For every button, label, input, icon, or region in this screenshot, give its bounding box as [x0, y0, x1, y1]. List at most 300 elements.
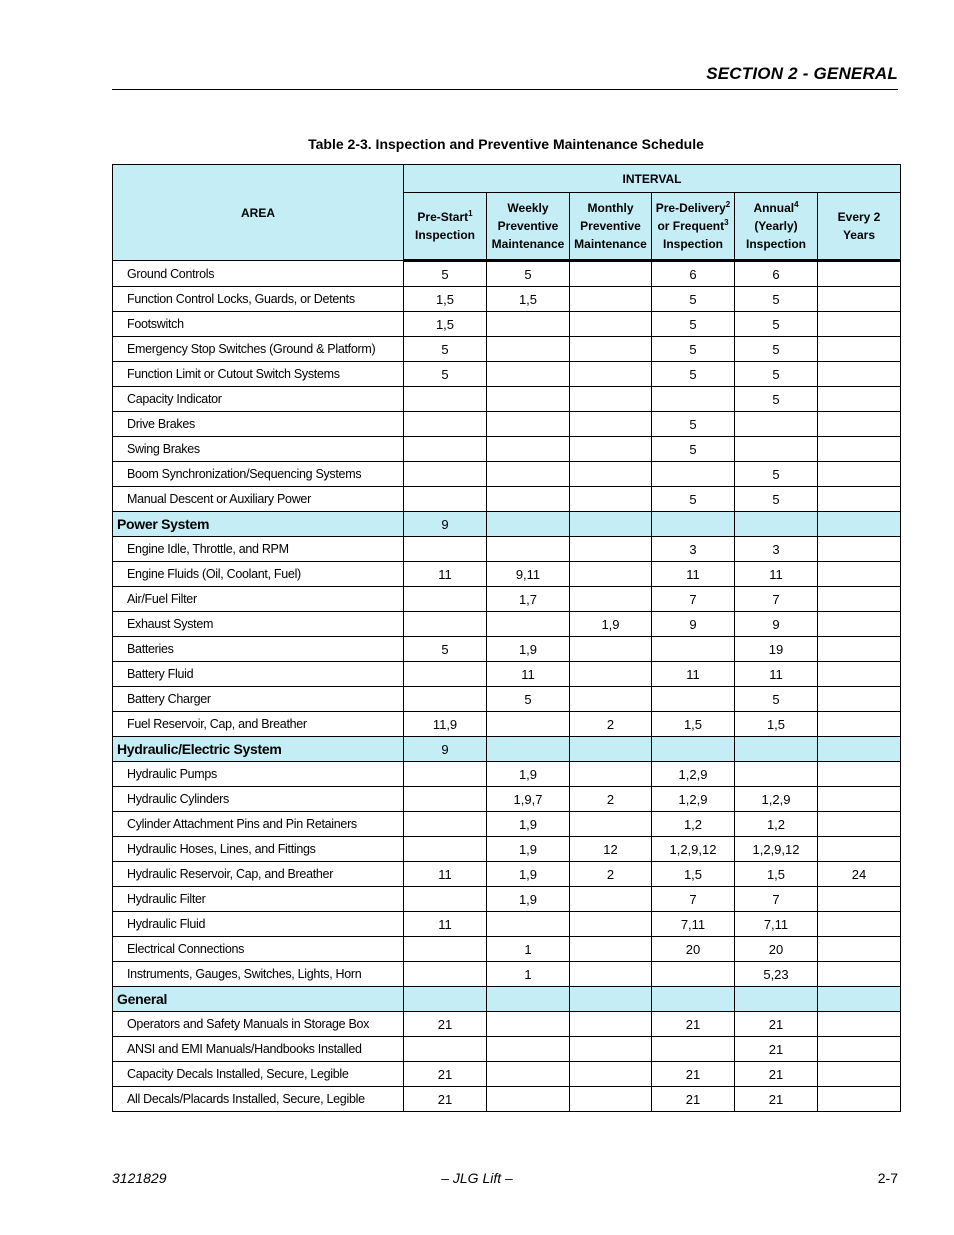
interval-cell	[487, 337, 570, 362]
column-header	[570, 193, 652, 261]
interval-cell	[570, 462, 652, 487]
interval-cell: 2	[570, 787, 652, 812]
interval-cell: 1,2,9	[652, 762, 735, 787]
interval-cell	[570, 512, 652, 537]
interval-cell: 1,2,9	[735, 787, 818, 812]
column-header-text: (Yearly)	[754, 219, 798, 233]
column-header-line	[487, 235, 569, 253]
interval-cell: 1,5	[652, 862, 735, 887]
interval-cell: 9	[404, 737, 487, 762]
table-row	[113, 337, 901, 362]
area-cell: Swing Brakes	[113, 437, 404, 462]
interval-cell: 21	[652, 1062, 735, 1087]
interval-cell	[735, 437, 818, 462]
header-rule	[112, 89, 898, 90]
interval-cell	[818, 687, 901, 712]
interval-cell	[735, 512, 818, 537]
section-title: SECTION 2 - GENERAL	[706, 64, 898, 83]
table-row	[113, 962, 901, 987]
interval-cell: 1,2,9	[652, 787, 735, 812]
area-cell: Battery Fluid	[113, 662, 404, 687]
column-header-text: Monthly	[587, 201, 634, 215]
interval-cell	[570, 937, 652, 962]
category-row	[113, 987, 901, 1012]
table-row	[113, 362, 901, 387]
interval-cell	[570, 1037, 652, 1062]
interval-cell	[818, 987, 901, 1012]
category-row	[113, 737, 901, 762]
table-row	[113, 487, 901, 512]
interval-cell: 5	[404, 362, 487, 387]
interval-cell: 1,5	[487, 287, 570, 312]
interval-cell	[818, 512, 901, 537]
interval-cell: 1,2,9,12	[652, 837, 735, 862]
interval-cell	[818, 1012, 901, 1037]
page-number: 2-7	[877, 1170, 898, 1186]
interval-cell: 5	[735, 487, 818, 512]
interval-cell	[818, 261, 901, 287]
interval-cell	[818, 287, 901, 312]
interval-cell: 7,11	[652, 912, 735, 937]
interval-cell	[570, 812, 652, 837]
column-header-text: Preventive	[497, 219, 559, 233]
interval-cell	[818, 412, 901, 437]
footnote-marker: 1	[468, 209, 473, 218]
interval-cell	[652, 462, 735, 487]
interval-cell	[818, 812, 901, 837]
interval-cell: 5	[735, 362, 818, 387]
column-header-line	[404, 226, 486, 244]
interval-cell	[818, 1062, 901, 1087]
interval-cell: 21	[735, 1062, 818, 1087]
column-header-text: Maintenance	[574, 237, 647, 251]
area-cell: Emergency Stop Switches (Ground & Platform)	[113, 337, 404, 362]
interval-cell: 5	[404, 637, 487, 662]
area-header: AREA	[113, 165, 404, 261]
area-cell: All Decals/Placards Installed, Secure, Legible	[113, 1087, 404, 1112]
table-row	[113, 1087, 901, 1112]
area-cell: Function Limit or Cutout Switch Systems	[113, 362, 404, 387]
interval-cell	[818, 337, 901, 362]
column-header	[818, 193, 901, 261]
interval-cell	[818, 637, 901, 662]
interval-cell: 20	[652, 937, 735, 962]
interval-cell: 20	[735, 937, 818, 962]
interval-cell: 5,23	[735, 962, 818, 987]
interval-cell	[570, 312, 652, 337]
interval-cell: 11	[404, 862, 487, 887]
interval-cell	[570, 287, 652, 312]
interval-cell: 5	[404, 261, 487, 287]
interval-cell	[570, 487, 652, 512]
column-header-text: or Frequent	[657, 219, 725, 233]
table-row	[113, 1037, 901, 1062]
column-header-line	[735, 199, 817, 217]
column-header	[404, 193, 487, 261]
interval-cell	[487, 312, 570, 337]
interval-cell: 21	[735, 1087, 818, 1112]
area-cell: Exhaust System	[113, 612, 404, 637]
interval-cell: 1,2	[652, 812, 735, 837]
table-row	[113, 562, 901, 587]
interval-cell	[818, 362, 901, 387]
interval-cell	[818, 737, 901, 762]
footnote-marker: 4	[794, 200, 799, 209]
interval-cell	[818, 562, 901, 587]
interval-cell	[487, 362, 570, 387]
interval-cell	[487, 1012, 570, 1037]
interval-cell: 5	[652, 437, 735, 462]
interval-cell: 2	[570, 712, 652, 737]
area-cell: Air/Fuel Filter	[113, 587, 404, 612]
interval-cell	[652, 637, 735, 662]
interval-cell	[404, 1037, 487, 1062]
area-cell: Hydraulic Pumps	[113, 762, 404, 787]
interval-cell: 7	[652, 587, 735, 612]
interval-cell: 9	[404, 512, 487, 537]
interval-cell	[570, 1062, 652, 1087]
interval-cell	[570, 962, 652, 987]
interval-cell: 3	[735, 537, 818, 562]
interval-cell: 6	[735, 261, 818, 287]
interval-cell	[570, 687, 652, 712]
column-header-text: Inspection	[414, 228, 475, 242]
interval-cell	[652, 737, 735, 762]
interval-cell	[570, 762, 652, 787]
interval-cell: 1,9	[487, 762, 570, 787]
area-cell: Engine Fluids (Oil, Coolant, Fuel)	[113, 562, 404, 587]
area-cell: Boom Synchronization/Sequencing Systems	[113, 462, 404, 487]
interval-cell: 21	[404, 1012, 487, 1037]
column-header-text: Years	[842, 228, 876, 242]
interval-cell	[404, 387, 487, 412]
column-header-text: Weekly	[507, 201, 549, 215]
interval-cell: 7	[735, 587, 818, 612]
area-cell: Drive Brakes	[113, 412, 404, 437]
table-row	[113, 437, 901, 462]
table-row	[113, 762, 901, 787]
interval-cell	[404, 887, 487, 912]
interval-cell: 1,5	[735, 712, 818, 737]
table-row	[113, 837, 901, 862]
interval-cell	[652, 987, 735, 1012]
interval-cell: 5	[652, 362, 735, 387]
interval-cell	[570, 412, 652, 437]
interval-cell: 3	[652, 537, 735, 562]
interval-cell	[818, 762, 901, 787]
interval-cell	[404, 462, 487, 487]
category-row	[113, 512, 901, 537]
interval-cell	[487, 462, 570, 487]
interval-cell	[404, 662, 487, 687]
interval-cell: 1,9	[487, 887, 570, 912]
area-cell: Capacity Decals Installed, Secure, Legible	[113, 1062, 404, 1087]
interval-cell: 1,5	[735, 862, 818, 887]
interval-cell: 5	[735, 312, 818, 337]
table-row	[113, 1012, 901, 1037]
column-header	[735, 193, 818, 261]
interval-cell	[404, 412, 487, 437]
interval-cell: 11	[652, 662, 735, 687]
interval-cell: 7	[735, 887, 818, 912]
area-cell: Hydraulic Hoses, Lines, and Fittings	[113, 837, 404, 862]
interval-cell	[404, 812, 487, 837]
interval-cell	[570, 1012, 652, 1037]
interval-cell	[818, 587, 901, 612]
interval-cell: 1,7	[487, 587, 570, 612]
column-header-line	[652, 217, 734, 235]
interval-cell	[404, 962, 487, 987]
area-cell: Hydraulic Fluid	[113, 912, 404, 937]
column-header-line	[487, 217, 569, 235]
interval-cell	[487, 612, 570, 637]
interval-cell	[818, 612, 901, 637]
interval-cell: 5	[487, 687, 570, 712]
table-row	[113, 937, 901, 962]
table-row	[113, 1062, 901, 1087]
interval-cell: 1,5	[404, 287, 487, 312]
interval-cell: 21	[404, 1062, 487, 1087]
interval-cell: 1,9,7	[487, 787, 570, 812]
interval-cell	[404, 612, 487, 637]
interval-cell	[487, 712, 570, 737]
interval-cell	[652, 1037, 735, 1062]
interval-cell	[570, 637, 652, 662]
interval-cell: 21	[652, 1087, 735, 1112]
interval-cell	[570, 1087, 652, 1112]
table-row	[113, 537, 901, 562]
interval-cell: 12	[570, 837, 652, 862]
interval-cell	[818, 937, 901, 962]
interval-cell: 1,9	[570, 612, 652, 637]
interval-cell	[818, 387, 901, 412]
interval-cell: 1,9	[487, 862, 570, 887]
interval-cell	[570, 587, 652, 612]
interval-cell	[818, 1087, 901, 1112]
interval-cell	[487, 512, 570, 537]
interval-cell: 11	[735, 662, 818, 687]
column-header-text: Maintenance	[491, 237, 565, 251]
interval-cell	[487, 1087, 570, 1112]
interval-cell	[735, 987, 818, 1012]
interval-cell: 1,9	[487, 637, 570, 662]
interval-cell	[404, 537, 487, 562]
table-row	[113, 862, 901, 887]
interval-cell: 5	[652, 487, 735, 512]
interval-cell	[487, 487, 570, 512]
interval-cell	[404, 837, 487, 862]
interval-cell	[652, 962, 735, 987]
interval-cell: 1,2	[735, 812, 818, 837]
interval-cell	[818, 787, 901, 812]
column-header-line	[735, 217, 817, 235]
column-header-text: Every 2	[837, 210, 881, 224]
interval-cell: 5	[487, 261, 570, 287]
interval-cell	[404, 762, 487, 787]
category-label: Hydraulic/Electric System	[113, 737, 404, 762]
table-row	[113, 812, 901, 837]
footnote-marker: 3	[724, 218, 729, 227]
interval-cell	[570, 912, 652, 937]
interval-cell: 5	[652, 287, 735, 312]
area-cell: Instruments, Gauges, Switches, Lights, Horn	[113, 962, 404, 987]
interval-cell	[652, 387, 735, 412]
interval-cell	[487, 1037, 570, 1062]
interval-cell	[818, 837, 901, 862]
interval-cell: 5	[652, 337, 735, 362]
column-header-text: Inspection	[662, 237, 723, 251]
interval-cell	[487, 1062, 570, 1087]
interval-cell: 5	[735, 387, 818, 412]
table-row	[113, 587, 901, 612]
table-row	[113, 412, 901, 437]
interval-cell: 21	[652, 1012, 735, 1037]
interval-cell	[818, 312, 901, 337]
area-cell: Function Control Locks, Guards, or Detents	[113, 287, 404, 312]
table-row	[113, 387, 901, 412]
interval-cell	[404, 687, 487, 712]
area-cell: Hydraulic Filter	[113, 887, 404, 912]
column-header-line	[652, 199, 734, 217]
interval-cell: 1	[487, 962, 570, 987]
interval-cell: 5	[735, 337, 818, 362]
table-row	[113, 687, 901, 712]
maintenance-schedule-table	[112, 164, 901, 1112]
area-cell: Fuel Reservoir, Cap, and Breather	[113, 712, 404, 737]
area-cell: ANSI and EMI Manuals/Handbooks Installed	[113, 1037, 404, 1062]
interval-cell	[818, 662, 901, 687]
interval-cell	[570, 662, 652, 687]
interval-cell: 5	[652, 412, 735, 437]
interval-cell: 11	[404, 562, 487, 587]
area-cell: Electrical Connections	[113, 937, 404, 962]
interval-cell	[404, 987, 487, 1012]
column-header-line	[487, 199, 569, 217]
interval-cell	[570, 387, 652, 412]
interval-cell: 21	[735, 1037, 818, 1062]
table-title: Table 2-3. Inspection and Preventive Maintenance Schedule	[308, 136, 704, 152]
interval-cell	[487, 737, 570, 762]
interval-cell	[735, 737, 818, 762]
interval-cell: 11	[487, 662, 570, 687]
interval-cell	[818, 712, 901, 737]
area-cell: Cylinder Attachment Pins and Pin Retainers	[113, 812, 404, 837]
interval-cell	[735, 412, 818, 437]
interval-cell: 9	[735, 612, 818, 637]
interval-cell: 11	[652, 562, 735, 587]
interval-cell	[487, 912, 570, 937]
interval-cell	[487, 387, 570, 412]
interval-cell: 21	[735, 1012, 818, 1037]
column-header-line	[735, 235, 817, 253]
column-header-line	[570, 217, 651, 235]
area-cell: Battery Charger	[113, 687, 404, 712]
table-row	[113, 637, 901, 662]
interval-cell	[570, 261, 652, 287]
interval-cell: 5	[652, 312, 735, 337]
interval-cell: 11	[404, 912, 487, 937]
interval-cell: 11,9	[404, 712, 487, 737]
interval-cell	[652, 512, 735, 537]
interval-cell	[404, 937, 487, 962]
interval-cell	[487, 412, 570, 437]
column-header-line	[570, 235, 651, 253]
footnote-marker: 2	[725, 200, 731, 209]
column-header	[487, 193, 570, 261]
column-header-text: Annual	[753, 201, 795, 215]
column-header-text: Pre-Delivery	[655, 201, 726, 215]
document-number: 3121829	[112, 1170, 167, 1186]
interval-cell: 24	[818, 862, 901, 887]
interval-cell	[818, 1037, 901, 1062]
interval-cell: 11	[735, 562, 818, 587]
area-cell: Batteries	[113, 637, 404, 662]
interval-cell	[818, 912, 901, 937]
interval-cell	[570, 737, 652, 762]
category-label: Power System	[113, 512, 404, 537]
interval-cell: 1,2,9,12	[735, 837, 818, 862]
interval-cell	[570, 562, 652, 587]
area-cell: Hydraulic Cylinders	[113, 787, 404, 812]
table-row	[113, 287, 901, 312]
interval-cell: 1	[487, 937, 570, 962]
interval-cell	[570, 337, 652, 362]
column-header-line	[818, 208, 900, 226]
interval-cell: 5	[404, 337, 487, 362]
column-header-text: Inspection	[745, 237, 806, 251]
interval-cell: 5	[735, 687, 818, 712]
area-cell: Footswitch	[113, 312, 404, 337]
area-cell: Capacity Indicator	[113, 387, 404, 412]
interval-cell: 5	[735, 287, 818, 312]
interval-cell	[404, 587, 487, 612]
interval-cell: 21	[404, 1087, 487, 1112]
column-header-line	[818, 226, 900, 244]
interval-cell	[404, 787, 487, 812]
interval-cell	[818, 887, 901, 912]
area-cell: Operators and Safety Manuals in Storage Box	[113, 1012, 404, 1037]
interval-cell	[487, 987, 570, 1012]
table-row	[113, 912, 901, 937]
area-cell: Engine Idle, Throttle, and RPM	[113, 537, 404, 562]
interval-cell: 2	[570, 862, 652, 887]
table-row	[113, 662, 901, 687]
interval-cell: 7	[652, 887, 735, 912]
column-header	[652, 193, 735, 261]
column-header-line	[570, 199, 651, 217]
interval-cell: 9,11	[487, 562, 570, 587]
interval-cell: 1,5	[404, 312, 487, 337]
interval-cell: 1,9	[487, 837, 570, 862]
table-row	[113, 261, 901, 287]
interval-cell	[818, 462, 901, 487]
interval-cell	[487, 537, 570, 562]
interval-cell	[818, 437, 901, 462]
interval-cell: 19	[735, 637, 818, 662]
interval-cell	[652, 687, 735, 712]
table-row	[113, 312, 901, 337]
interval-cell: 7,11	[735, 912, 818, 937]
interval-header: INTERVAL	[404, 165, 901, 193]
area-cell: Manual Descent or Auxiliary Power	[113, 487, 404, 512]
interval-cell	[570, 437, 652, 462]
table-row	[113, 787, 901, 812]
column-header-text: Preventive	[580, 219, 641, 233]
interval-cell	[404, 437, 487, 462]
column-header-line	[652, 235, 734, 253]
interval-cell	[404, 487, 487, 512]
interval-cell	[818, 487, 901, 512]
